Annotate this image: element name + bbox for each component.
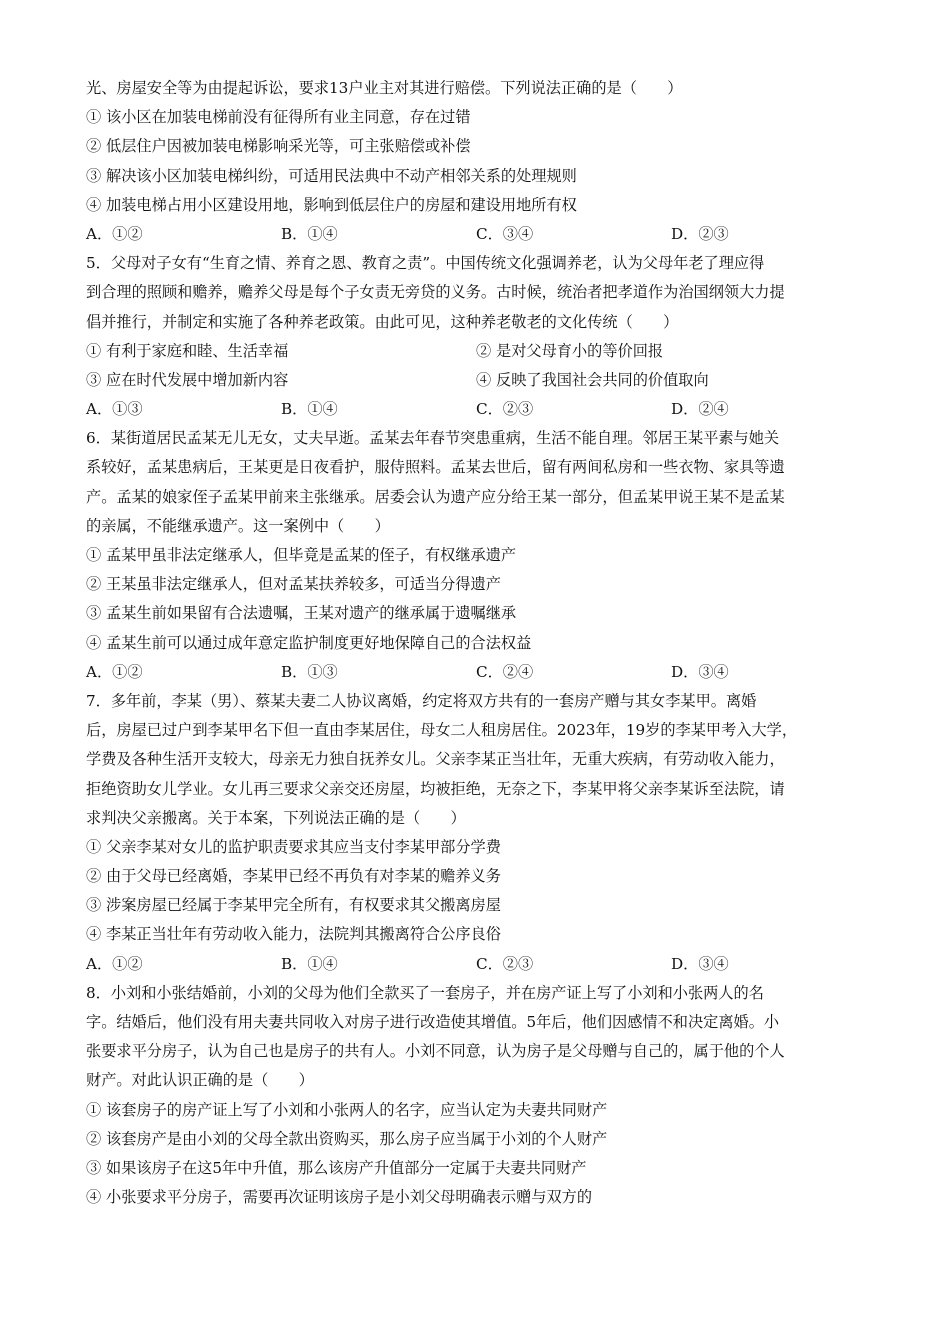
- question-stem-line: 倡并推行，并制定和实施了各种养老政策。由此可见，这种养老敬老的文化传统（ ）: [86, 312, 679, 331]
- answer-choices: [86, 658, 866, 687]
- choice-a: A．①②: [86, 954, 143, 973]
- question-7: [86, 687, 866, 979]
- question-stem-line: 后，房屋已过户到李某甲名下但一直由李某居住，母女二人租房居住。2023年，19岁的李某甲考入大学，: [86, 721, 798, 740]
- answer-choices: [86, 395, 866, 424]
- question-stem-line: 财产。对此认识正确的是（ ）: [86, 1071, 314, 1090]
- statement-4: ④ 小张要求平分房子，需要再次证明该房子是小刘父母明确表示赠与双方的: [86, 1188, 593, 1207]
- statement-3: ③ 孟某生前如果留有合法遗嘱，王某对遗产的继承属于遗嘱继承: [86, 604, 517, 623]
- question-stem-line: 5．父母对子女有“生育之情、养育之恩、教育之责”。中国传统文化强调养老，认为父母年老了理应得: [86, 254, 765, 273]
- statement-2: ② 低层住户因被加装电梯影响采光等，可主张赔偿或补偿: [86, 137, 471, 156]
- answer-choices: [86, 220, 866, 249]
- choice-a: A．①②: [86, 662, 143, 681]
- choice-d: D．②③: [671, 224, 729, 243]
- statement-1: ① 孟某甲虽非法定继承人，但毕竟是孟某的侄子，有权继承遗产: [86, 546, 517, 564]
- choice-b: B．①④: [281, 954, 338, 973]
- answer-choices: [86, 950, 866, 979]
- statement-row: [86, 366, 866, 395]
- statement-row: [86, 337, 866, 366]
- question-4: [86, 74, 866, 249]
- statement-2: ② 王某虽非法定继承人，但对孟某扶养较多，可适当分得遗产: [86, 575, 501, 594]
- choice-d: D．③④: [671, 662, 729, 681]
- statement-3: ③ 解决该小区加装电梯纠纷，可适用民法典中不动产相邻关系的处理规则: [86, 166, 577, 185]
- choice-b: B．①④: [281, 224, 338, 243]
- choice-c: C．②④: [476, 662, 534, 681]
- choice-c: C．③④: [476, 224, 534, 243]
- choice-c: C．②③: [476, 400, 534, 419]
- choice-a: A．①③: [86, 400, 143, 419]
- statement-4: ④ 孟某生前可以通过成年意定监护制度更好地保障自己的合法权益: [86, 633, 532, 652]
- question-stem-line: 6．某街道居民孟某无儿无女，丈夫早逝。孟某去年春节突患重病，生活不能自理。邻居王某平素与她关: [86, 429, 780, 448]
- choice-b: B．①④: [281, 400, 338, 419]
- choice-d: D．③④: [671, 954, 729, 973]
- statement-4: ④ 加装电梯占用小区建设用地，影响到低层住户的房屋和建设用地所有权: [86, 195, 577, 214]
- statement-4: ④ 反映了我国社会共同的价值取向: [476, 370, 709, 389]
- exam-page: [86, 74, 866, 1212]
- question-stem-line: 字。结婚后，他们没有用夫妻共同收入对房子进行改造使其增值。5年后，他们因感情不和决定离婚。小: [86, 1013, 780, 1031]
- choice-a: A．①②: [86, 224, 143, 243]
- statement-3: ③ 如果该房子在这5年中升值，那么该房产升值部分一定属于夫妻共同财产: [86, 1158, 587, 1177]
- choice-d: D．②④: [671, 400, 729, 419]
- question-stem-line: 产。孟某的娘家侄子孟某甲前来主张继承。居委会认为遗产应分给王某一部分，但孟某甲说王某不是孟某: [86, 487, 785, 506]
- question-stem-line: 拒绝资助女儿学业。女儿再三要求父亲交还房屋，均被拒绝，无奈之下，李某甲将父亲李某诉至法院，请: [86, 779, 785, 798]
- question-stem-line: 7．多年前，李某（男）、蔡某夫妻二人协议离婚，约定将双方共有的一套房产赠与其女李某甲。离婚: [86, 691, 757, 710]
- question-stem-line: 求判决父亲搬离。关于本案，下列说法正确的是（ ）: [86, 808, 466, 827]
- statement-1: ① 有利于家庭和睦、生活幸福: [86, 341, 289, 360]
- statement-1: ① 该小区在加装电梯前没有征得所有业主同意，存在过错: [86, 108, 471, 127]
- statement-1: ① 父亲李某对女儿的监护职责要求其应当支付李某甲部分学费: [86, 837, 501, 856]
- question-5: [86, 249, 866, 424]
- statement-3: ③ 应在时代发展中增加新内容: [86, 370, 289, 389]
- question-8: [86, 979, 866, 1213]
- question-6: [86, 424, 866, 687]
- statement-1: ① 该套房子的房产证上写了小刘和小张两人的名字，应当认定为夫妻共同财产: [86, 1100, 608, 1119]
- question-stem-line: 光、房屋安全等为由提起诉讼，要求13户业主对其进行赔偿。下列说法正确的是（ ）: [86, 79, 683, 97]
- choice-c: C．②③: [476, 954, 534, 973]
- question-stem-line: 张要求平分房子，认为自己也是房子的共有人。小刘不同意，认为房子是父母赠与自己的，属于他的个人: [86, 1042, 785, 1061]
- question-stem-line: 学费及各种生活开支较大，母亲无力独自抚养女儿。父亲李某正当壮年，无重大疾病，有劳动收入能力，: [86, 750, 785, 769]
- statement-2: ② 由于父母已经离婚，李某甲已经不再负有对李某的赡养义务: [86, 867, 501, 886]
- statement-3: ③ 涉案房屋已经属于李某甲完全所有，有权要求其父搬离房屋: [86, 896, 501, 915]
- question-stem-line: 到合理的照顾和赡养，赡养父母是每个子女责无旁贷的义务。古时候，统治者把孝道作为治国纲领大力提: [86, 283, 785, 302]
- choice-b: B．①③: [281, 662, 338, 681]
- statement-2: ② 是对父母育小的等价回报: [476, 341, 664, 360]
- question-stem-line: 系较好，孟某患病后，王某更是日夜看护，服侍照料。孟某去世后，留有两间私房和一些衣物、家具等遗: [86, 458, 785, 477]
- question-stem-line: 的亲属，不能继承遗产。这一案例中（ ）: [86, 516, 390, 535]
- question-stem-line: 8．小刘和小张结婚前，小刘的父母为他们全款买了一套房子，并在房产证上写了小刘和小张两人的名: [86, 983, 764, 1002]
- statement-2: ② 该套房产是由小刘的父母全款出资购买，那么房子应当属于小刘的个人财产: [86, 1129, 608, 1148]
- statement-4: ④ 李某正当壮年有劳动收入能力，法院判其搬离符合公序良俗: [86, 925, 501, 944]
